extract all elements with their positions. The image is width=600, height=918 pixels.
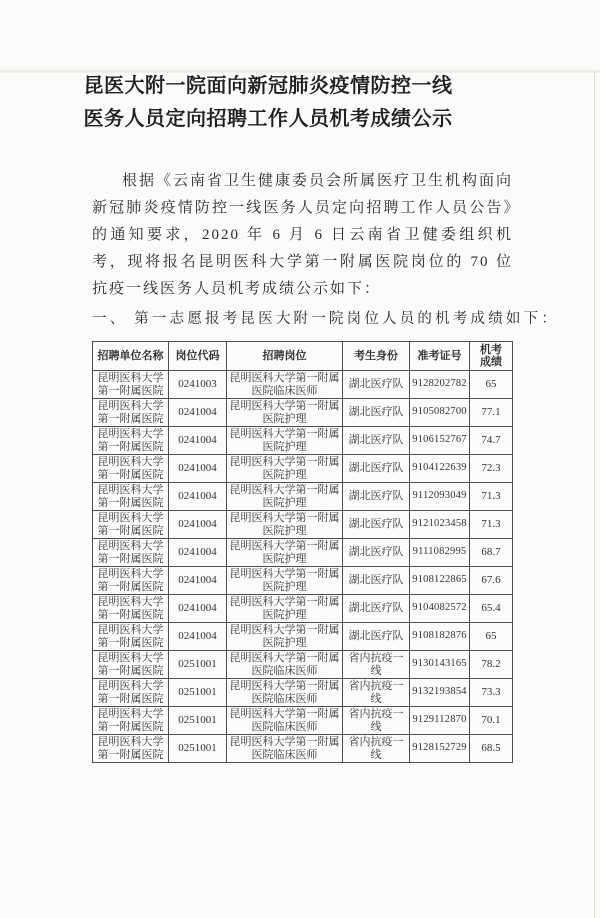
cell-ticket: 9104122639: [410, 455, 470, 483]
cell-unit: 昆明医科大学第一附属医院: [93, 567, 169, 595]
cell-score: 77.1: [470, 399, 513, 427]
cell-score: 71.3: [470, 483, 513, 511]
cell-code: 0241004: [169, 567, 227, 595]
cell-identity: 湖北医疗队: [343, 371, 410, 399]
cell-identity: 省内抗疫一线: [343, 707, 410, 735]
cell-ticket: 9112093049: [410, 483, 470, 511]
cell-unit: 昆明医科大学第一附属医院: [93, 595, 169, 623]
cell-unit: 昆明医科大学第一附属医院: [93, 651, 169, 679]
cell-code: 0241004: [169, 399, 227, 427]
cell-code: 0251001: [169, 679, 227, 707]
cell-post: 昆明医科大学第一附属医院护理: [227, 567, 343, 595]
cell-post: 昆明医科大学第一附属医院护理: [227, 539, 343, 567]
cell-code: 0251001: [169, 735, 227, 763]
cell-post: 昆明医科大学第一附属医院护理: [227, 483, 343, 511]
cell-score: 67.6: [470, 567, 513, 595]
table-row: [93, 455, 513, 483]
table-row: [93, 623, 513, 651]
cell-unit: 昆明医科大学第一附属医院: [93, 511, 169, 539]
cell-identity: 湖北医疗队: [343, 427, 410, 455]
cell-post: 昆明医科大学第一附属医院护理: [227, 511, 343, 539]
cell-code: 0241004: [169, 511, 227, 539]
header-score: [470, 342, 513, 371]
score-table: [92, 341, 513, 763]
cell-identity: 湖北医疗队: [343, 623, 410, 651]
document-title: [0, 70, 536, 136]
cell-identity: 湖北医疗队: [343, 567, 410, 595]
table-row: [93, 679, 513, 707]
cell-score: 72.3: [470, 455, 513, 483]
cell-ticket: 9104082572: [410, 595, 470, 623]
header-post: 招聘岗位: [227, 342, 343, 371]
cell-identity: 湖北医疗队: [343, 399, 410, 427]
table-row: [93, 539, 513, 567]
cell-score: 78.2: [470, 651, 513, 679]
scan-top-edge: [0, 70, 600, 73]
cell-code: 0241004: [169, 595, 227, 623]
cell-post: 昆明医科大学第一附属医院护理: [227, 623, 343, 651]
scan-page-edge: [594, 70, 595, 918]
cell-post: 昆明医科大学第一附属医院临床医师: [227, 707, 343, 735]
cell-identity: 湖北医疗队: [343, 511, 410, 539]
cell-unit: 昆明医科大学第一附属医院: [93, 679, 169, 707]
cell-identity: 省内抗疫一线: [343, 735, 410, 763]
cell-code: 0241004: [169, 455, 227, 483]
cell-post: 昆明医科大学第一附属医院护理: [227, 455, 343, 483]
cell-ticket: 9108122865: [410, 567, 470, 595]
cell-ticket: 9128152729: [410, 735, 470, 763]
cell-code: 0241003: [169, 371, 227, 399]
cell-code: 0251001: [169, 651, 227, 679]
table-row: [93, 735, 513, 763]
cell-code: 0241004: [169, 539, 227, 567]
cell-identity: 省内抗疫一线: [343, 679, 410, 707]
cell-post: 昆明医科大学第一附属医院临床医师: [227, 371, 343, 399]
cell-score: 68.5: [470, 735, 513, 763]
header-unit: 招聘单位名称: [93, 342, 169, 371]
cell-unit: 昆明医科大学第一附属医院: [93, 399, 169, 427]
cell-post: 昆明医科大学第一附属医院临床医师: [227, 651, 343, 679]
table-row: [93, 511, 513, 539]
cell-score: 68.7: [470, 539, 513, 567]
cell-unit: 昆明医科大学第一附属医院: [93, 539, 169, 567]
cell-identity: 省内抗疫一线: [343, 651, 410, 679]
cell-post: 昆明医科大学第一附属医院临床医师: [227, 735, 343, 763]
announcement-paragraph: 根据《云南省卫生健康委员会所属医疗卫生机构面向新冠肺炎疫情防控一线医务人员定向招聘工作人员公告》的通知要求，2020 年 6 月 6 日云南省卫健委组织机考，现将报名昆明医科大学第一附属医院岗位的 70 位抗疫一线医务人员机考成绩公示如下：: [92, 173, 514, 297]
table-header-row: [93, 342, 513, 371]
cell-ticket: 9121023458: [410, 511, 470, 539]
cell-ticket: 9129112870: [410, 707, 470, 735]
header-score-label: 机考成绩: [480, 343, 502, 368]
cell-ticket: 9106152767: [410, 427, 470, 455]
cell-post: 昆明医科大学第一附属医院护理: [227, 427, 343, 455]
cell-score: 70.1: [470, 707, 513, 735]
table-row: [93, 595, 513, 623]
cell-identity: 湖北医疗队: [343, 455, 410, 483]
cell-post: 昆明医科大学第一附属医院护理: [227, 399, 343, 427]
table-row: [93, 427, 513, 455]
document-page: [0, 70, 600, 763]
cell-unit: 昆明医科大学第一附属医院: [93, 735, 169, 763]
cell-code: 0251001: [169, 707, 227, 735]
table-row: [93, 399, 513, 427]
cell-score: 65: [470, 623, 513, 651]
document-body: [92, 168, 560, 763]
cell-score: 65: [470, 371, 513, 399]
cell-unit: 昆明医科大学第一附属医院: [93, 371, 169, 399]
cell-unit: 昆明医科大学第一附属医院: [93, 427, 169, 455]
cell-ticket: 9132193854: [410, 679, 470, 707]
cell-unit: 昆明医科大学第一附属医院: [93, 483, 169, 511]
cell-post: 昆明医科大学第一附属医院临床医师: [227, 679, 343, 707]
cell-code: 0241004: [169, 483, 227, 511]
header-ticket: 准考证号: [410, 342, 470, 371]
table-row: [93, 567, 513, 595]
cell-score: 74.7: [470, 427, 513, 455]
cell-code: 0241004: [169, 427, 227, 455]
header-identity: 考生身份: [343, 342, 410, 371]
cell-score: 71.3: [470, 511, 513, 539]
cell-post: 昆明医科大学第一附属医院护理: [227, 595, 343, 623]
table-row: [93, 707, 513, 735]
cell-identity: 湖北医疗队: [343, 595, 410, 623]
header-code: 岗位代码: [169, 342, 227, 371]
cell-ticket: 9128202782: [410, 371, 470, 399]
cell-unit: 昆明医科大学第一附属医院: [93, 455, 169, 483]
cell-ticket: 9111082995: [410, 539, 470, 567]
cell-identity: 湖北医疗队: [343, 539, 410, 567]
cell-unit: 昆明医科大学第一附属医院: [93, 623, 169, 651]
document-title-line2: 医务人员定向招聘工作人员机考成绩公示: [83, 108, 453, 130]
document-title-line1: 昆医大附一院面向新冠肺炎疫情防控一线: [83, 75, 453, 97]
cell-ticket: 9108182876: [410, 623, 470, 651]
table-row: [93, 483, 513, 511]
cell-ticket: 9130143165: [410, 651, 470, 679]
table-row: [93, 371, 513, 399]
cell-unit: 昆明医科大学第一附属医院: [93, 707, 169, 735]
cell-ticket: 9105082700: [410, 399, 470, 427]
cell-score: 73.3: [470, 679, 513, 707]
section-heading: 一、 第一志愿报考昆医大附一院岗位人员的机考成绩如下：: [92, 311, 560, 327]
cell-score: 65.4: [470, 595, 513, 623]
table-row: [93, 651, 513, 679]
cell-identity: 湖北医疗队: [343, 483, 410, 511]
cell-code: 0241004: [169, 623, 227, 651]
